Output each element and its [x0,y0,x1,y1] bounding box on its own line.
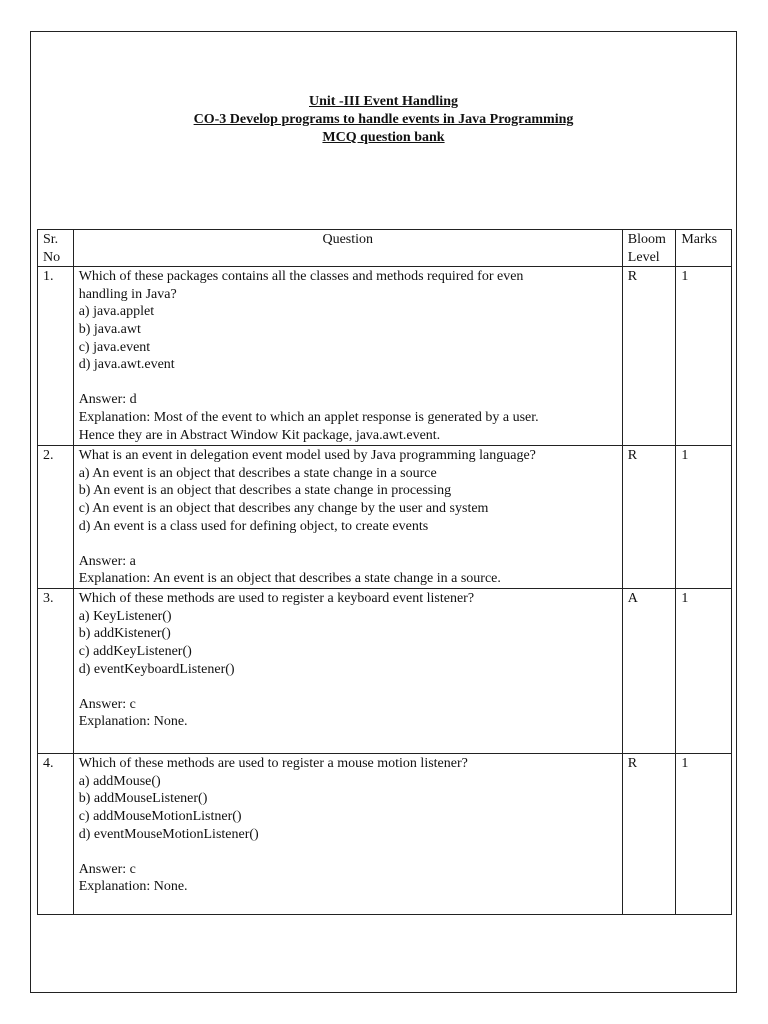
answer-text: Answer: c [78,696,136,712]
bloom-level-header [622,230,676,267]
question-cell [73,754,622,915]
bloom-level-cell: R [622,267,676,446]
explanation-text: Explanation: None. [78,714,188,730]
option-d: d) java.awt.event [78,357,175,373]
bloom-header-line2: Level [627,249,660,265]
course-outcome-title: CO-3 Develop programs to handle events in Java Programming [193,112,574,127]
answer-text: Answer: d [78,392,137,408]
sr-header-line2: No [43,249,61,265]
option-a: a) An event is an object that describes a state change in a source [78,465,437,481]
unit-title: Unit -III Event Handling [309,94,458,109]
answer-text: Answer: c [78,861,136,877]
option-c: c) addKeyListener() [78,643,192,659]
sr-header-line1: Sr. [43,232,59,247]
option-a: a) java.applet [78,304,155,320]
table-row [38,267,732,446]
sr-cell: 4. [38,754,74,915]
option-a: a) addMouse() [78,773,161,789]
question-text: Which of these methods are used to register a keyboard event listener? [78,591,475,607]
option-c: c) java.event [78,339,151,355]
marks-cell: 1 [676,267,732,446]
explanation-text-cont: Hence they are in Abstract Window Kit package, java.awt.event. [78,427,441,443]
option-d: d) eventMouseMotionListener() [78,826,259,842]
marks-cell: 1 [676,754,732,915]
option-d: d) An event is a class used for defining object, to create events [78,518,429,534]
option-b: b) An event is an object that describes a state change in processing [78,483,452,499]
question-text: Which of these packages contains all the classes and methods required for even [78,269,524,285]
document-header [30,93,737,147]
question-text: Which of these methods are used to register a mouse motion listener? [78,756,468,772]
option-d: d) eventKeyboardListener() [78,661,235,677]
table-row [38,446,732,589]
table-row [38,589,732,754]
option-c: c) An event is an object that describes any change by the user and system [78,500,489,516]
question-text-cont: handling in Java? [78,286,177,302]
marks-header: Marks [676,230,732,267]
answer-text: Answer: a [78,553,136,569]
explanation-text: Explanation: Most of the event to which an applet response is generated by a user. [78,409,539,425]
option-a: a) KeyListener() [78,608,172,624]
question-text: What is an event in delegation event model used by Java programming language? [78,448,536,464]
question-header: Question [73,230,622,267]
question-cell [73,267,622,446]
bloom-level-cell: R [622,754,676,915]
question-cell [73,446,622,589]
option-c: c) addMouseMotionListner() [78,808,242,824]
explanation-text: Explanation: An event is an object that describes a state change in a source. [78,571,501,587]
option-b: b) java.awt [78,321,141,337]
sr-cell: 1. [38,267,74,446]
table-header-row [38,230,732,267]
question-bank-title: MCQ question bank [322,130,445,145]
sr-cell: 2. [38,446,74,589]
table-row [38,754,732,915]
marks-cell: 1 [676,446,732,589]
marks-cell: 1 [676,589,732,754]
explanation-text: Explanation: None. [78,879,188,895]
option-b: b) addKistener() [78,626,171,642]
option-b: b) addMouseListener() [78,791,208,807]
sr-no-header [38,230,74,267]
bloom-level-cell: R [622,446,676,589]
bloom-header-line1: Bloom [627,232,666,247]
question-cell [73,589,622,754]
question-table [37,229,732,915]
bloom-level-cell: A [622,589,676,754]
sr-cell: 3. [38,589,74,754]
